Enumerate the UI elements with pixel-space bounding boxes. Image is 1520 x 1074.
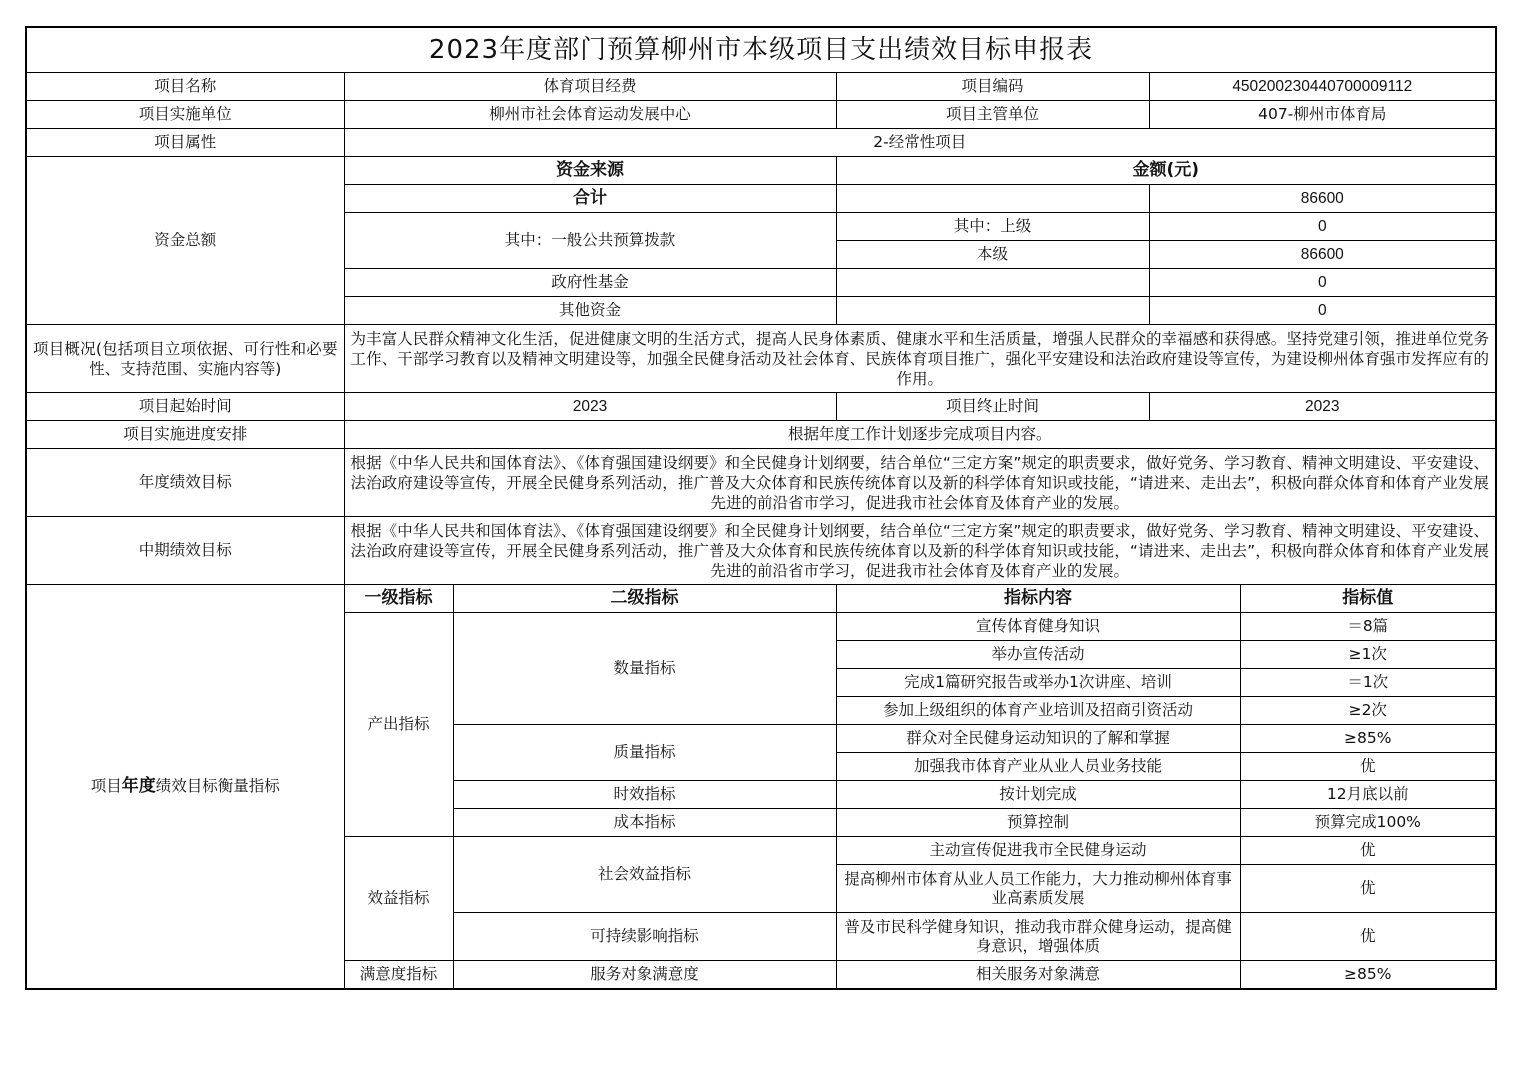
indicator-value: ≥1次 (1240, 641, 1496, 669)
sustain-impact-label: 可持续影响指标 (453, 913, 836, 961)
indicator-content: 普及市民科学健身知识，推动我市群众健身运动，提高健身意识，增强体质 (836, 913, 1240, 961)
output-indicator-label: 产出指标 (344, 613, 453, 837)
indicator-content: 参加上级组织的体育产业培训及招商引资活动 (836, 697, 1240, 725)
indicator-value: ≥2次 (1240, 697, 1496, 725)
indicators-section-label: 项目年度绩效目标衡量指标 (26, 585, 344, 989)
funds-other-label: 其他资金 (344, 297, 836, 325)
benefit-indicator-label: 效益指标 (344, 837, 453, 961)
social-benefit-label: 社会效益指标 (453, 837, 836, 913)
indicator-content: 举办宣传活动 (836, 641, 1240, 669)
mid-goal-label: 中期绩效目标 (26, 517, 344, 585)
indicator-content: 主动宣传促进我市全民健身运动 (836, 837, 1240, 865)
funds-amount-header: 金额(元) (836, 157, 1496, 185)
satisfaction-indicator-label: 满意度指标 (344, 961, 453, 989)
annual-goal-text: 根据《中华人民共和国体育法》、《体育强国建设纲要》和全民健身计划纲要，结合单位“三定方案”规定的职责要求，做好党务、学习教育、精神文明建设、平安建设、法治政府建设等宣传，开展全民健身系列活动，推广普及大众体育和民族传统体育以及新的科学体育知识或技能，“请进来、走出去”，积极向群众体育和体育产业发展先进的前沿省市学习，促进我市社会体育及体育产业的发展。 (344, 449, 1496, 517)
start-time-label: 项目起始时间 (26, 393, 344, 421)
supervisor-label: 项目主管单位 (836, 101, 1149, 129)
supervisor-unit: 407-柳州市体育局 (1149, 101, 1496, 129)
indicator-value-header: 指标值 (1240, 585, 1496, 613)
funds-general-label: 其中：一般公共预算拨款 (344, 213, 836, 269)
indicator-value: 优 (1240, 913, 1496, 961)
project-code: 450200230440700009112 (1149, 73, 1496, 101)
overview-text: 为丰富人民群众精神文化生活，促进健康文明的生活方式，提高人民身体素质、健康水平和生活质量，增强人民群众的幸福感和获得感。坚持党建引领，推进单位党务工作、干部学习教育以及精神文明建设等，加强全民健身活动及社会体育、民族体育项目推广，强化平安建设和法治政府建设等宣传，为建设柳州体育强市发挥应有的作用。 (344, 325, 1496, 393)
quality-indicator-label: 质量指标 (453, 725, 836, 781)
funds-upper-label: 其中：上级 (836, 213, 1149, 241)
funds-local-label: 本级 (836, 241, 1149, 269)
funds-local-amount: 86600 (1149, 241, 1496, 269)
indicator-value: ≥85% (1240, 725, 1496, 753)
indicator-content: 加强我市体育产业从业人员业务技能 (836, 753, 1240, 781)
progress-text: 根据年度工作计划逐步完成项目内容。 (344, 421, 1496, 449)
project-code-label: 项目编码 (836, 73, 1149, 101)
project-name: 体育项目经费 (344, 73, 836, 101)
funds-other-amount: 0 (1149, 297, 1496, 325)
indicator-value: 预算完成100% (1240, 809, 1496, 837)
funds-source-header: 资金来源 (344, 157, 836, 185)
funds-upper-amount: 0 (1149, 213, 1496, 241)
attribute-label: 项目属性 (26, 129, 344, 157)
mid-goal-text: 根据《中华人民共和国体育法》、《体育强国建设纲要》和全民健身计划纲要，结合单位“三定方案”规定的职责要求，做好党务、学习教育、精神文明建设、平安建设、法治政府建设等宣传，开展全民健身系列活动，推广普及大众体育和民族传统体育以及新的科学体育知识或技能，“请进来、走出去”，积极向群众体育和体育产业发展先进的前沿省市学习，促进我市社会体育及体育产业的发展。 (344, 517, 1496, 585)
indicator-content: 提高柳州市体育从业人员工作能力，大力推动柳州体育事业高素质发展 (836, 865, 1240, 913)
indicator-content: 按计划完成 (836, 781, 1240, 809)
end-time: 2023 (1149, 393, 1496, 421)
impl-unit-label: 项目实施单位 (26, 101, 344, 129)
performance-target-table (25, 26, 1497, 990)
cost-indicator-label: 成本指标 (453, 809, 836, 837)
overview-label: 项目概况(包括项目立项依据、可行性和必要性、支持范围、实施内容等) (26, 325, 344, 393)
funds-gov-amount: 0 (1149, 269, 1496, 297)
funds-total-label: 资金总额 (26, 157, 344, 325)
satisfaction-sub-label: 服务对象满意度 (453, 961, 836, 989)
impl-unit: 柳州市社会体育运动发展中心 (344, 101, 836, 129)
indicator-content: 群众对全民健身运动知识的了解和掌握 (836, 725, 1240, 753)
funds-gov-blank (836, 269, 1149, 297)
project-attribute: 2-经常性项目 (344, 129, 1496, 157)
annual-goal-label: 年度绩效目标 (26, 449, 344, 517)
indicator-value: ≥85% (1240, 961, 1496, 989)
funds-other-blank (836, 297, 1149, 325)
indicator-content-header: 指标内容 (836, 585, 1240, 613)
indicator-content: 完成1篇研究报告或举办1次讲座、培训 (836, 669, 1240, 697)
project-name-label: 项目名称 (26, 73, 344, 101)
indicator-level2-header: 二级指标 (453, 585, 836, 613)
funds-total-row-label: 合计 (344, 185, 836, 213)
funds-total-amount: 86600 (1149, 185, 1496, 213)
timeliness-indicator-label: 时效指标 (453, 781, 836, 809)
indicator-value: 优 (1240, 837, 1496, 865)
page-title: 2023年度部门预算柳州市本级项目支出绩效目标申报表 (26, 27, 1496, 73)
end-time-label: 项目终止时间 (836, 393, 1149, 421)
quantity-indicator-label: 数量指标 (453, 613, 836, 725)
indicator-value: 12月底以前 (1240, 781, 1496, 809)
indicator-value: ＝1次 (1240, 669, 1496, 697)
funds-total-blank (836, 185, 1149, 213)
indicator-content: 相关服务对象满意 (836, 961, 1240, 989)
indicator-value: 优 (1240, 865, 1496, 913)
indicator-level1-header: 一级指标 (344, 585, 453, 613)
indicator-value: 优 (1240, 753, 1496, 781)
indicator-value: ＝8篇 (1240, 613, 1496, 641)
indicator-content: 预算控制 (836, 809, 1240, 837)
start-time: 2023 (344, 393, 836, 421)
indicator-content: 宣传体育健身知识 (836, 613, 1240, 641)
progress-label: 项目实施进度安排 (26, 421, 344, 449)
funds-gov-label: 政府性基金 (344, 269, 836, 297)
